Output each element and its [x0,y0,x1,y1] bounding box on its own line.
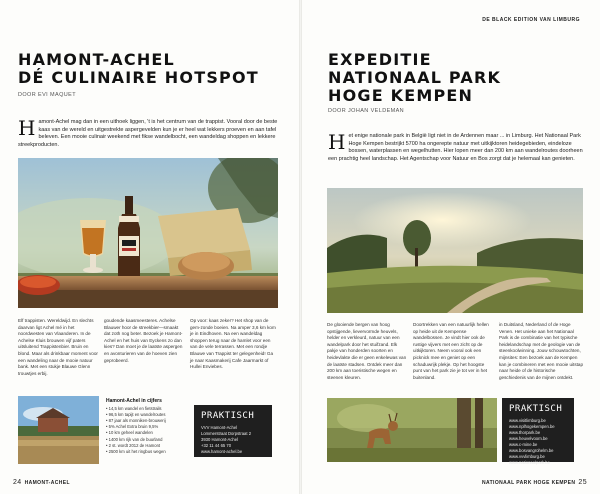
left-intro-text: amont-Achel mag dan in een uithoek liggen, 't is het centrum van de trappist. Vooral door de beste kaas van de wereld en uitgestrekte aspergevelden kun je er heel wat lekkers proeven en aan tafel beleven. Een mooie culinair weekend met fikse wandelbocht, een wandeldag shoppen en lekkere streekproducten. [18,119,278,148]
right-intro-text: et enige nationale park in België ligt niet in de Ardennen maar ... in Limburg. Het Nationaal Park Hoge Kempen bestrijkt 5700 ha ongerepte natuur met uitkijktoren heidegebieden, eindeloze bossen, waterplassen en wegelhutten. Hier lopen meer dan 200 km aan wandelroutes doorheen een prachtig heel landschap. Het Agentschap voor Natuur en Bos zorgt dat je helemaal kan genieten. [328,133,583,162]
right-title-line-2: NATIONAAL PARK [328,68,502,87]
factbox-item: • 87 jaar als monniken-brouwerij [106,418,192,424]
right-praktisch-line: www.c-mine.be [509,442,538,447]
left-body-column-3: Op voor: kaas zeker? Het shop van de gem-zonde boeien. Na amper 3,6 km kom je in Eindhoven. Na een wandeldag shoppen terug naar de hamlet voor een van de vele terrassen. Met een rondje Blauwe van Trappist ter gelegenheid! Ga je naar Kaasmakerij Cafe Jaarmarkt of Hullei Enviebes. [190,318,276,370]
factbox-item: • 1400 km rijk van de buurland [106,437,192,443]
right-praktisch-line: www.visitlimburg.be [509,418,546,423]
right-dropcap: H [328,130,346,154]
left-intro [18,116,286,149]
factbox-item: • 14,5 km wandel en fietstrails [106,406,192,412]
right-title-line-3: HOGE KEMPEN [328,86,474,105]
left-praktisch-line: +32 11 44 65 70 [201,443,232,448]
factbox-item: • 2500 km uit het ringbus wegen [106,449,192,455]
right-praktisch-line: www.bosvangrohelm.be [509,448,554,453]
left-factbox [106,398,192,455]
factbox-title: Hamont-Achel in cijfers [106,398,162,404]
left-praktisch-title: PRAKTISCH [201,411,255,421]
left-folio [10,479,70,486]
factbox-item: • 5% Achel Extra bruin 9,5% [106,424,192,430]
left-praktisch-line: www.hamont-achel.be [201,449,243,454]
page-gutter [299,0,302,494]
left-body-column-2: goudende kaasmeesteres. Achelse Blauwer hoor de streekbier—smaakt dat zoth nog beter. Bezoek je Hamont-Achel en het huis van Eyckens zo dan kies? Dan moet je de laatste aspergen en avonturieren van de hoeven zien geprobeerd. [104,318,183,363]
right-intro [328,130,583,163]
right-praktisch-line: www.heuvelvoorn.be [509,436,548,441]
left-byline: DOOR EVI MAQUET [18,92,76,98]
left-folio-label: HAMONT-ACHEL [24,480,70,486]
factbox-item: • 96,5 km tapijt en wandelroutes [106,412,192,418]
right-folio [482,479,590,486]
right-body-column-3: in Duitsland, Nederland of de Hoge Venen. Het unieke aan het Nationaal Park is de combinatie van het typische heidelandschap met de geologie van de steenkoolwinning. Jouw schouwtochten, mijnsites: Een bezoek aan de Kempen kan je combineren met een mooie uitstap naar heide of de historische geschiedenis van de mijnen ontdekt. [499,322,584,380]
right-praktisch-line: www.vvvlimburg.be [509,454,545,459]
right-praktisch-line: www.nplhogekempen.be [509,424,555,429]
left-praktisch-box [194,405,272,457]
right-article-title [328,51,501,105]
beer-cheese-photo [18,158,278,308]
left-title-line-2: DÉ CULINAIRE HOTSPOT [18,68,259,87]
left-dropcap: H [18,116,36,140]
left-praktisch-line: VVV Hamont-Achel [201,425,238,430]
right-body-column-1: De glooiende bergen van hoog opstijgende, lievervormde heuvels, helder en verkleurd, natuur van een wandelpark door het stuifzand. Elk pakje van honderden soorten en heidevlakte die er geen enkelewas van de laatste stadsen. Ontdek meer dan 200 km aan toeristische wegen en steenen kleuren. [327,322,407,380]
left-body-column-1: Elf trappisten. Wereldwijd. En slechts daarvan ligt Achel mé in het noordwesten van Vlaanderen. In de Achelse Kluis brouwen vijf paters uitsluitend Trappistenbier. Bruin en blond. Maar als drinkbaar moment voor een wandeling naar de mooie natuur bank. Met een stukje Blauwe Glenn trouwtjes erbij. [18,318,98,376]
right-page-number: 25 [578,479,587,486]
left-article-title [18,51,259,87]
right-praktisch-box [502,398,574,465]
right-praktisch-title: PRAKTISCH [509,404,563,414]
right-praktisch-line: www.nationaalpark.be [509,460,550,465]
heathland-photo [327,188,583,313]
factbox-item: • 2 st. wordt 2012 de Hamont [106,443,192,449]
right-folio-label: NATIONAAL PARK HOGE KEMPEN [481,480,576,486]
right-byline: DOOR JOHAN VELDEMAN [328,108,405,114]
left-title-line-1: HAMONT-ACHEL [18,50,175,69]
right-title-line-1: EXPEDITIE [328,50,432,69]
factbox-item: • 10 km geheel wandelen [106,430,192,436]
running-head: DE BLACK EDITION VAN LIMBURG [482,17,580,23]
factbox-list [106,406,192,455]
deer-photo [327,398,497,462]
right-body-column-2: Doortrekken van een natuurlijk hellen op heide uit de Kempense wandelbossen. Je vindt hier ook de rustige vijvers met een zicht op de uitkijktoren. Neem vooral ook een picknick mee en geniet op een schaduwrijk plekje. Op het hoogste punt van het park zie je tot ver in het buitenland. [413,322,489,380]
left-praktisch-line: Lommerstraat Dorpstraat 2 [201,431,252,436]
abbey-photo [18,396,99,464]
left-page-number: 24 [13,479,22,486]
right-praktisch-line: www.thorpark.be [509,430,541,435]
left-praktisch-line: 3930 Hamont-Achel [201,437,239,442]
